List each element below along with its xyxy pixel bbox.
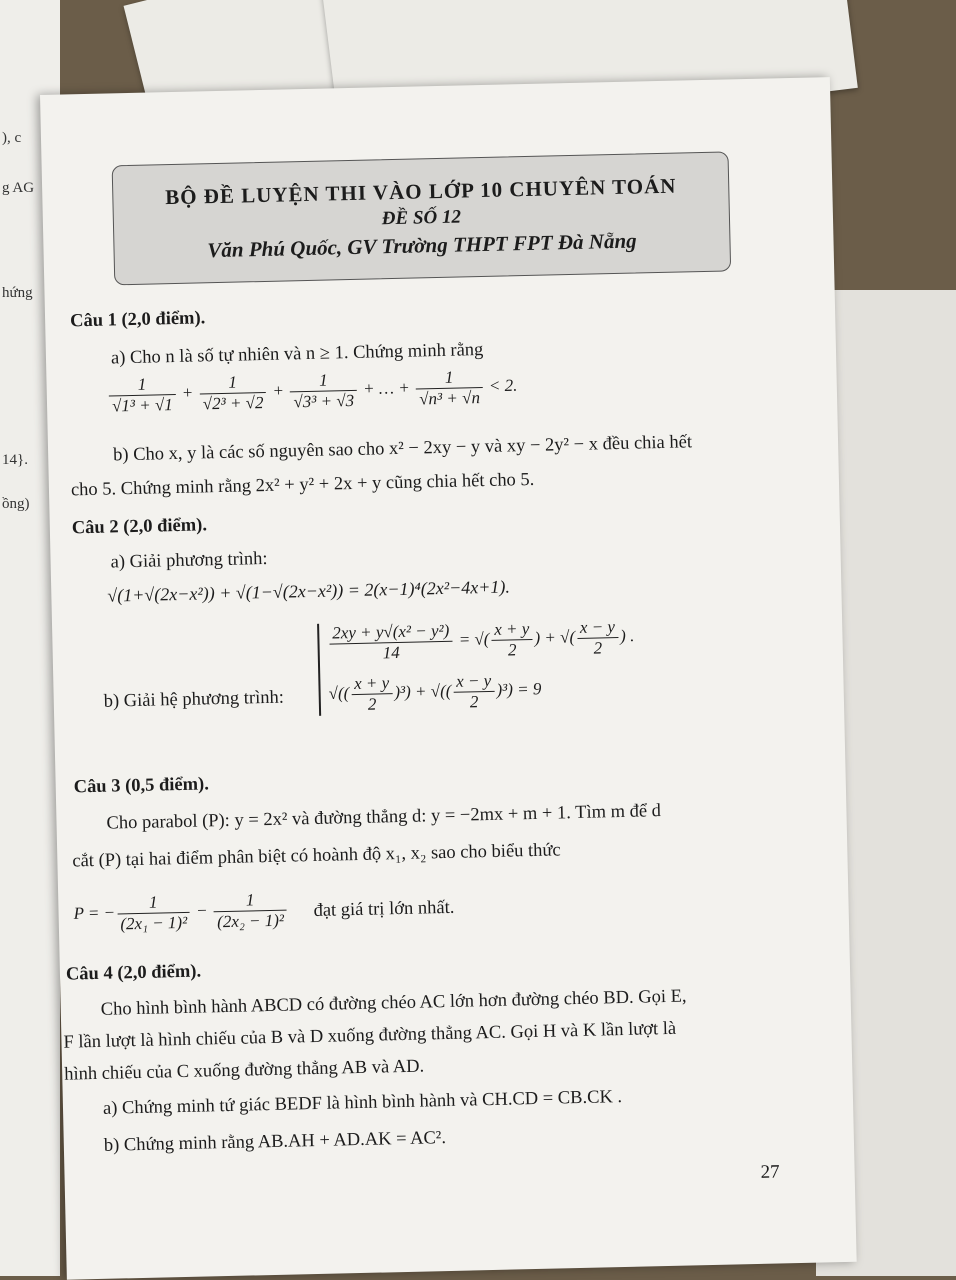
question-4-text: Cho hình bình hành ABCD có đường chéo AC lớn hơn đường chéo BD. Gọi E,: [100, 986, 687, 1020]
question-1b-text-cont: cho 5. Chứng minh rằng 2x² + y² + 2x + y cũng chia hết cho 5.: [70, 469, 535, 501]
question-2b-text: b) Giải hệ phương trình:: [103, 687, 285, 712]
margin-text: ), c: [2, 130, 22, 146]
question-2a-formula: √(1+√(2x−x²)) + √(1−√(2x−x²)) = 2(x−1)⁴(2x²−4x+1).: [107, 576, 511, 606]
question-4a-text: a) Chứng minh tứ giác BEDF là hình bình hành và CH.CD = CB.CK .: [102, 1087, 623, 1119]
question-1a-text: a) Cho n là số tự nhiên và n ≥ 1. Chứng minh rằng: [110, 340, 484, 369]
question-4-title: Câu 4 (2,0 điểm).: [65, 961, 202, 985]
margin-text: 14}.: [2, 452, 28, 468]
margin-text: hứng: [2, 285, 33, 301]
question-3-text-end: đạt giá trị lớn nhất.: [313, 897, 455, 922]
page-title: BỘ ĐỀ LUYỆN THI VÀO LỚP 10 CHUYÊN TOÁN: [164, 173, 677, 210]
page-number: 27: [760, 1161, 780, 1183]
author-line: Văn Phú Quốc, GV Trường THPT FPT Đà Nẵng: [207, 228, 637, 263]
question-1a-formula: $\frac{1}{\text{√1³ + √1}}$ + $\frac{1}{\text{√2³ + √2}}$ + $\frac{1}{\text{√3³ + √3}}$ + … + $\frac{1}{\text{√n³ + √n}}$ < 2.: [106, 366, 518, 416]
question-1-title: Câu 1 (2,0 điểm).: [69, 308, 206, 332]
header-box: [112, 151, 732, 285]
question-3-text: Cho parabol (P): y = 2x² và đường thẳng d: y = −2mx + m + 1. Tìm m để d: [106, 801, 662, 834]
margin-text: g AG: [2, 180, 35, 196]
question-2-title: Câu 2 (2,0 điểm).: [71, 515, 208, 539]
question-3-text-cont: cắt (P) tại hai điểm phân biệt có hoành độ x₁, x₂ sao cho biểu thức: [72, 840, 561, 872]
exam-number: ĐỀ SỐ 12: [381, 206, 462, 230]
question-4-text-cont2: hình chiếu của C xuống đường thẳng AB và AD.: [64, 1056, 425, 1085]
question-4b-text: b) Chứng minh rằng AB.AH + AD.AK = AC².: [103, 1128, 447, 1156]
question-2a-text: a) Giải phương trình:: [110, 548, 268, 573]
margin-text: ồng): [2, 496, 30, 512]
question-1b-text: b) Cho x, y là các số nguyên sao cho x² − 2xy − y và xy − 2y² − x đều chia hết: [112, 432, 693, 466]
question-4-text-cont: F lần lượt là hình chiếu của B và D xuống đường thẳng AC. Gọi H và K lần lượt là: [63, 1018, 677, 1053]
question-2b-system: $\frac{\text{2xy + y√(x² − y²)}}{14}$ = √( $\frac{x + y}{2}$ ) + √( $\frac{x - y}{2}$ ) . √(( $\frac{x + y}{2}$ )³) + √(( $\frac{x - y}{2}$ )³) = 9: [317, 617, 636, 716]
question-3-formula: P = − $\frac{1}{\text{(2x₁ − 1)²}}$ − $\frac{1}{\text{(2x₂ − 1)²}}$: [73, 890, 289, 936]
document-page: [40, 77, 857, 1280]
question-3-title: Câu 3 (0,5 điểm).: [73, 774, 210, 798]
